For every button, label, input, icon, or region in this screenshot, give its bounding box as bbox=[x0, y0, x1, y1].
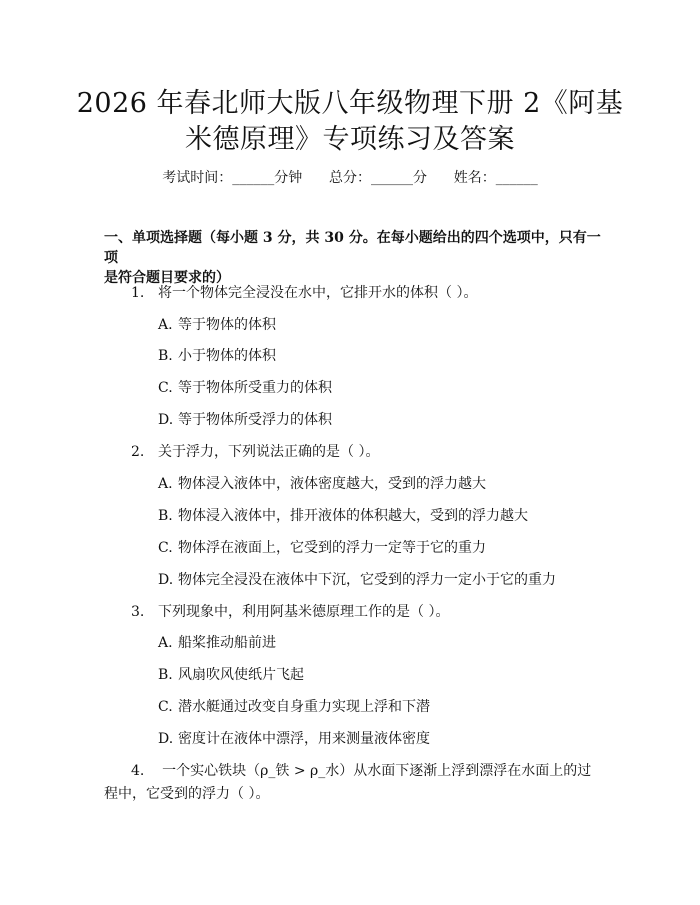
section-heading-line-1: 一、单项选择题（每小题 3 分，共 30 分。在每小题给出的四个选项中，只有一项 bbox=[104, 230, 601, 266]
question-3-option-c bbox=[158, 697, 598, 717]
question-3-option-a bbox=[158, 633, 598, 653]
question-text: 将一个物体完全浸没在水中，它排开水的体积（ ）。 bbox=[158, 285, 478, 301]
question-3-option-b bbox=[158, 665, 598, 685]
question-3 bbox=[131, 602, 601, 622]
option-text: 物体浸入液体中，液体密度越大，受到的浮力越大 bbox=[178, 476, 486, 492]
option-label: D. bbox=[158, 731, 174, 747]
question-text: 关于浮力，下列说法正确的是（ ）。 bbox=[158, 444, 380, 460]
option-text: 密度计在液体中漂浮，用来测量液体密度 bbox=[178, 731, 430, 747]
question-3-option-d bbox=[158, 729, 598, 749]
question-2 bbox=[131, 442, 601, 462]
question-2-option-c bbox=[158, 538, 598, 558]
exam-meta-line: 考试时间：______分钟 总分：______分 姓名：______ bbox=[162, 170, 538, 186]
question-1-option-d bbox=[158, 410, 598, 430]
option-label: C. bbox=[158, 699, 173, 715]
option-label: D. bbox=[158, 572, 174, 588]
option-label: D. bbox=[158, 412, 174, 428]
option-label: A. bbox=[158, 635, 173, 651]
document-title bbox=[0, 86, 700, 158]
option-label: C. bbox=[158, 540, 173, 556]
title-line-2: 米德原理》专项练习及答案 bbox=[185, 124, 515, 155]
option-label: A. bbox=[158, 317, 173, 333]
question-2-option-a bbox=[158, 474, 598, 494]
question-1-option-b bbox=[158, 346, 598, 366]
option-text: 潜水艇通过改变自身重力实现上浮和下潜 bbox=[178, 699, 430, 715]
section-heading-line-2: 是符合题目要求的） bbox=[104, 270, 230, 286]
question-2-option-b bbox=[158, 506, 598, 526]
option-text: 小于物体的体积 bbox=[178, 348, 276, 364]
question-text: 下列现象中，利用阿基米德原理工作的是（ ）。 bbox=[158, 604, 450, 620]
option-label: B. bbox=[158, 667, 173, 683]
option-text: 等于物体所受重力的体积 bbox=[178, 380, 332, 396]
option-text: 物体浮在液面上，它受到的浮力一定等于它的重力 bbox=[178, 540, 486, 556]
question-1 bbox=[131, 283, 601, 303]
option-text: 物体浸入液体中，排开液体的体积越大，受到的浮力越大 bbox=[178, 508, 528, 524]
section-heading bbox=[104, 228, 604, 288]
question-text: 一个实心铁块（ρ_铁 > ρ_水）从水面下逐渐上浮到漂浮在水面上的过程中，它受到的浮力（ ）。 bbox=[104, 763, 592, 802]
option-text: 等于物体所受浮力的体积 bbox=[178, 412, 332, 428]
option-text: 物体完全浸没在液体中下沉，它受到的浮力一定小于它的重力 bbox=[178, 572, 556, 588]
question-1-option-c bbox=[158, 378, 598, 398]
option-label: B. bbox=[158, 348, 173, 364]
question-number: 1. bbox=[131, 285, 145, 301]
option-label: B. bbox=[158, 508, 173, 524]
question-2-option-d bbox=[158, 570, 598, 590]
option-text: 船桨推动船前进 bbox=[178, 635, 276, 651]
option-label: C. bbox=[158, 380, 173, 396]
question-number: 3. bbox=[131, 604, 145, 620]
question-number: 2. bbox=[131, 444, 145, 460]
title-line-1: 2026 年春北师大版八年级物理下册 2《阿基 bbox=[76, 88, 624, 119]
question-number: 4. bbox=[131, 763, 145, 779]
question-1-option-a bbox=[158, 315, 598, 335]
question-4 bbox=[104, 760, 604, 806]
option-text: 风扇吹风使纸片飞起 bbox=[178, 667, 304, 683]
option-text: 等于物体的体积 bbox=[178, 317, 276, 333]
option-label: A. bbox=[158, 476, 173, 492]
